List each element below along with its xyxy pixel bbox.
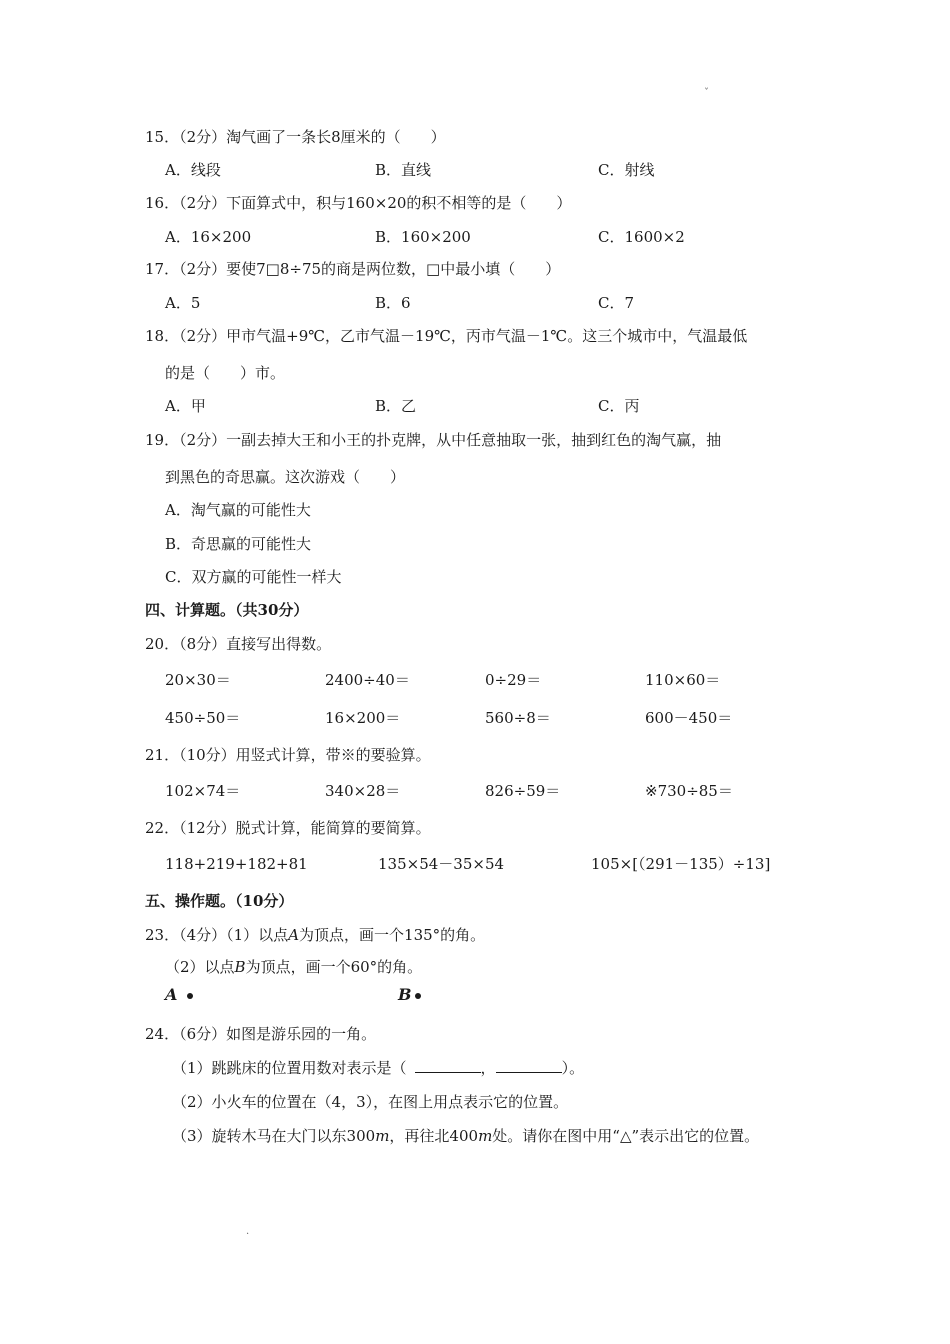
question-18-option-c: C．丙: [598, 397, 640, 415]
question-22-item-3: 105×[（291－135）÷13]: [591, 855, 771, 873]
question-15-option-c: C．射线: [598, 161, 655, 179]
question-24-sub-1: （1）跳跳床的位置用数对表示是（ ， ）。: [172, 1059, 585, 1077]
question-18-stem-line1: 18．（2分）甲市气温+9℃，乙市气温－19℃，丙市气温－1℃。这三个城市中，气温最低: [145, 327, 748, 345]
question-20-item-6: 16×200＝: [325, 709, 401, 727]
question-20-stem: 20．（8分）直接写出得数。: [145, 635, 332, 653]
question-21-item-4: ※730÷85＝: [645, 782, 733, 800]
point-b-dot: [415, 993, 421, 999]
question-21-item-1: 102×74＝: [165, 782, 241, 800]
question-18-stem-line2: 的是（ ）市。: [165, 364, 286, 382]
question-23-sub-2: （2）以点B为顶点，画一个60°的角。: [165, 958, 423, 976]
page-mark-bottom: .: [246, 1226, 250, 1237]
point-a-label: A: [165, 985, 178, 1004]
answer-blank-x[interactable]: [415, 1058, 481, 1073]
point-a: [165, 985, 193, 1005]
question-19-option-c: C．双方赢的可能性一样大: [165, 568, 342, 586]
point-b-inline-label: B: [234, 958, 246, 976]
point-b-label: B: [398, 985, 412, 1004]
point-a-inline-label: A: [288, 926, 300, 944]
question-20-item-3: 0÷29＝: [485, 671, 542, 689]
question-21-item-3: 826÷59＝: [485, 782, 561, 800]
question-19-stem-line1: 19．（2分）一副去掉大王和小王的扑克牌，从中任意抽取一张，抽到红色的淘气赢，抽: [145, 431, 722, 449]
answer-blank-y[interactable]: [496, 1058, 562, 1073]
question-16-option-c: C．1600×2: [598, 228, 685, 246]
question-18-option-a: A．甲: [165, 397, 206, 415]
question-20-item-1: 20×30＝: [165, 671, 231, 689]
question-22-item-2: 135×54－35×54: [378, 855, 505, 873]
question-15-option-a: A．线段: [165, 161, 221, 179]
question-16-option-b: B．160×200: [375, 228, 471, 246]
question-24-sub-3: （3）旋转木马在大门以东300m，再往北400m处。请你在图中用“△”表示出它的位置。: [172, 1127, 760, 1145]
question-24-sub-2: （2）小火车的位置在（4，3），在图上用点表示它的位置。: [172, 1093, 569, 1111]
question-21-item-2: 340×28＝: [325, 782, 401, 800]
question-15-stem: 15．（2分）淘气画了一条长8厘米的（ ）: [145, 128, 446, 146]
point-b: [398, 985, 421, 1005]
question-20-item-2: 2400÷40＝: [325, 671, 410, 689]
section-5-heading: 五、操作题。（10分）: [145, 892, 294, 910]
question-15-option-b: B．直线: [375, 161, 432, 179]
question-20-item-7: 560÷8＝: [485, 709, 551, 727]
question-17-option-b: B．6: [375, 294, 411, 312]
question-23-stem: 23．（4分）（1）以点A为顶点，画一个135°的角。: [145, 926, 486, 944]
question-18-option-b: B．乙: [375, 397, 417, 415]
question-17-option-c: C．7: [598, 294, 635, 312]
question-16-option-a: A．16×200: [165, 228, 252, 246]
question-16-stem: 16．（2分）下面算式中，积与160×20的积不相等的是（ ）: [145, 194, 572, 212]
page-mark-top: ˇ: [704, 88, 709, 99]
question-20-item-4: 110×60＝: [645, 671, 721, 689]
question-19-stem-line2: 到黑色的奇思赢。这次游戏（ ）: [165, 468, 406, 486]
question-19-option-a: A．淘气赢的可能性大: [165, 501, 311, 519]
section-4-heading: 四、计算题。（共30分）: [145, 601, 309, 619]
question-20-item-8: 600－450＝: [645, 709, 733, 727]
question-17-stem: 17．（2分）要使7□8÷75的商是两位数，□中最小填（ ）: [145, 260, 561, 278]
question-22-item-1: 118+219+182+81: [165, 855, 308, 873]
question-20-item-5: 450÷50＝: [165, 709, 241, 727]
question-22-stem: 22．（12分）脱式计算，能简算的要简算。: [145, 819, 431, 837]
question-17-option-a: A．5: [165, 294, 201, 312]
point-a-dot: [187, 993, 193, 999]
question-24-stem: 24．（6分）如图是游乐园的一角。: [145, 1025, 377, 1043]
question-19-option-b: B．奇思赢的可能性大: [165, 535, 312, 553]
question-21-stem: 21．（10分）用竖式计算，带※的要验算。: [145, 746, 431, 764]
